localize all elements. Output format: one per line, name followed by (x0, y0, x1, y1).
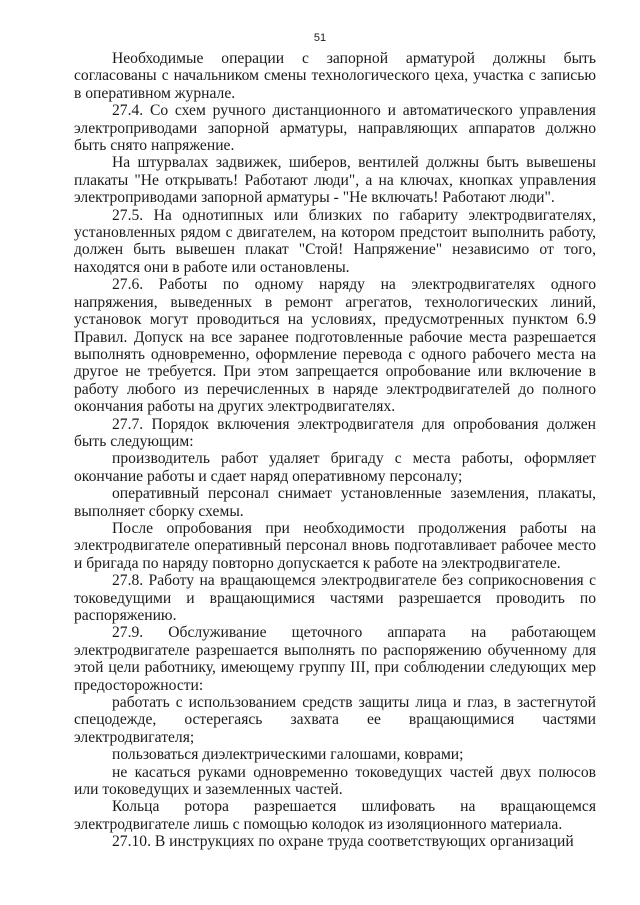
paragraph: Необходимые операции с запорной арматурой должны быть согласованы с начальником смены технологического цеха, участка с записью в оперативном журнале. (74, 50, 596, 102)
document-body (74, 50, 596, 851)
paragraph-27-8: 27.8. Работу на вращающемся электродвигателе без соприкосновения с токоведущими и вращающимися частями разрешается проводить по распоряжению. (74, 572, 596, 624)
list-item: не касаться руками одновременно токоведущих частей двух полюсов или токоведущих и заземленных частей. (74, 763, 596, 799)
paragraph-27-5: 27.5. На однотипных или близких по габариту электродвигателях, установленных рядом с двигателем, на котором предстоит выполнить работу, должен быть вывешен плакат "Стой! Напряжение" независимо от того, находятся они в работе или остановлены. (74, 206, 596, 276)
paragraph: На штурвалах задвижек, шиберов, вентилей должны быть вывешены плакаты "Не открывать! Работают люди", а на ключах, кнопках управления электроприводами запорной арматуры - "Не включать! Работают люди". (74, 154, 596, 207)
paragraph-27-10: 27.10. В инструкциях по охране труда соответствующих организаций (112, 833, 574, 851)
paragraph-27-6: 27.6. Работы по одному наряду на электродвигателях одного напряжения, выведенных в ремонт агрегатов, технологических линий, установок могут проводиться на условиях, предусмотренных пунктом 6.9 Правил. Допуск на все заранее подготовленные рабочие места разрешается выполнять одновременно, оформление перевода с одного рабочего места на другое не требуется. При этом запрещается опробование или включение в работу любого из перечисленных в наряде электродвигателей до полного окончания работы на других электродвигателях. (74, 276, 596, 416)
list-item: пользоваться диэлектрическими галошами, коврами; (112, 746, 464, 764)
list-item: производитель работ удаляет бригаду с места работы, оформляет окончание работы и сдает наряд оперативному персоналу; (74, 450, 596, 485)
page-number: 51 (313, 32, 327, 44)
list-item: оперативный персонал снимает установленные заземления, плакаты, выполняет сборку схемы. (74, 485, 596, 520)
paragraph: После опробования при необходимости продолжения работы на электродвигателе оперативный персонал вновь подготавливает рабочее место и бригада по наряду повторно допускается к работе на электродвигателе. (74, 519, 596, 572)
list-item: работать с использованием средств защиты лица и глаз, в застегнутой спецодежде, остерегаясь захвата ее вращающимися частями электродвигателя; (74, 694, 596, 746)
paragraph: Кольца ротора разрешается шлифовать на вращающемся электродвигателе лишь с помощью колодок из изоляционного материала. (74, 798, 596, 833)
paragraph-27-7: 27.7. Порядок включения электродвигателя для опробования должен быть следующим: (74, 415, 596, 450)
paragraph-27-4: 27.4. Со схем ручного дистанционного и автоматического управления электроприводами запорной арматуры, направляющих аппаратов должно быть снято напряжение. (74, 102, 596, 155)
paragraph-27-9: 27.9. Обслуживание щеточного аппарата на работающем электродвигателе разрешается выполнять по распоряжению обученному для этой цели работнику, имеющему группу III, при соблюдении следующих мер предосторожности: (74, 624, 596, 694)
